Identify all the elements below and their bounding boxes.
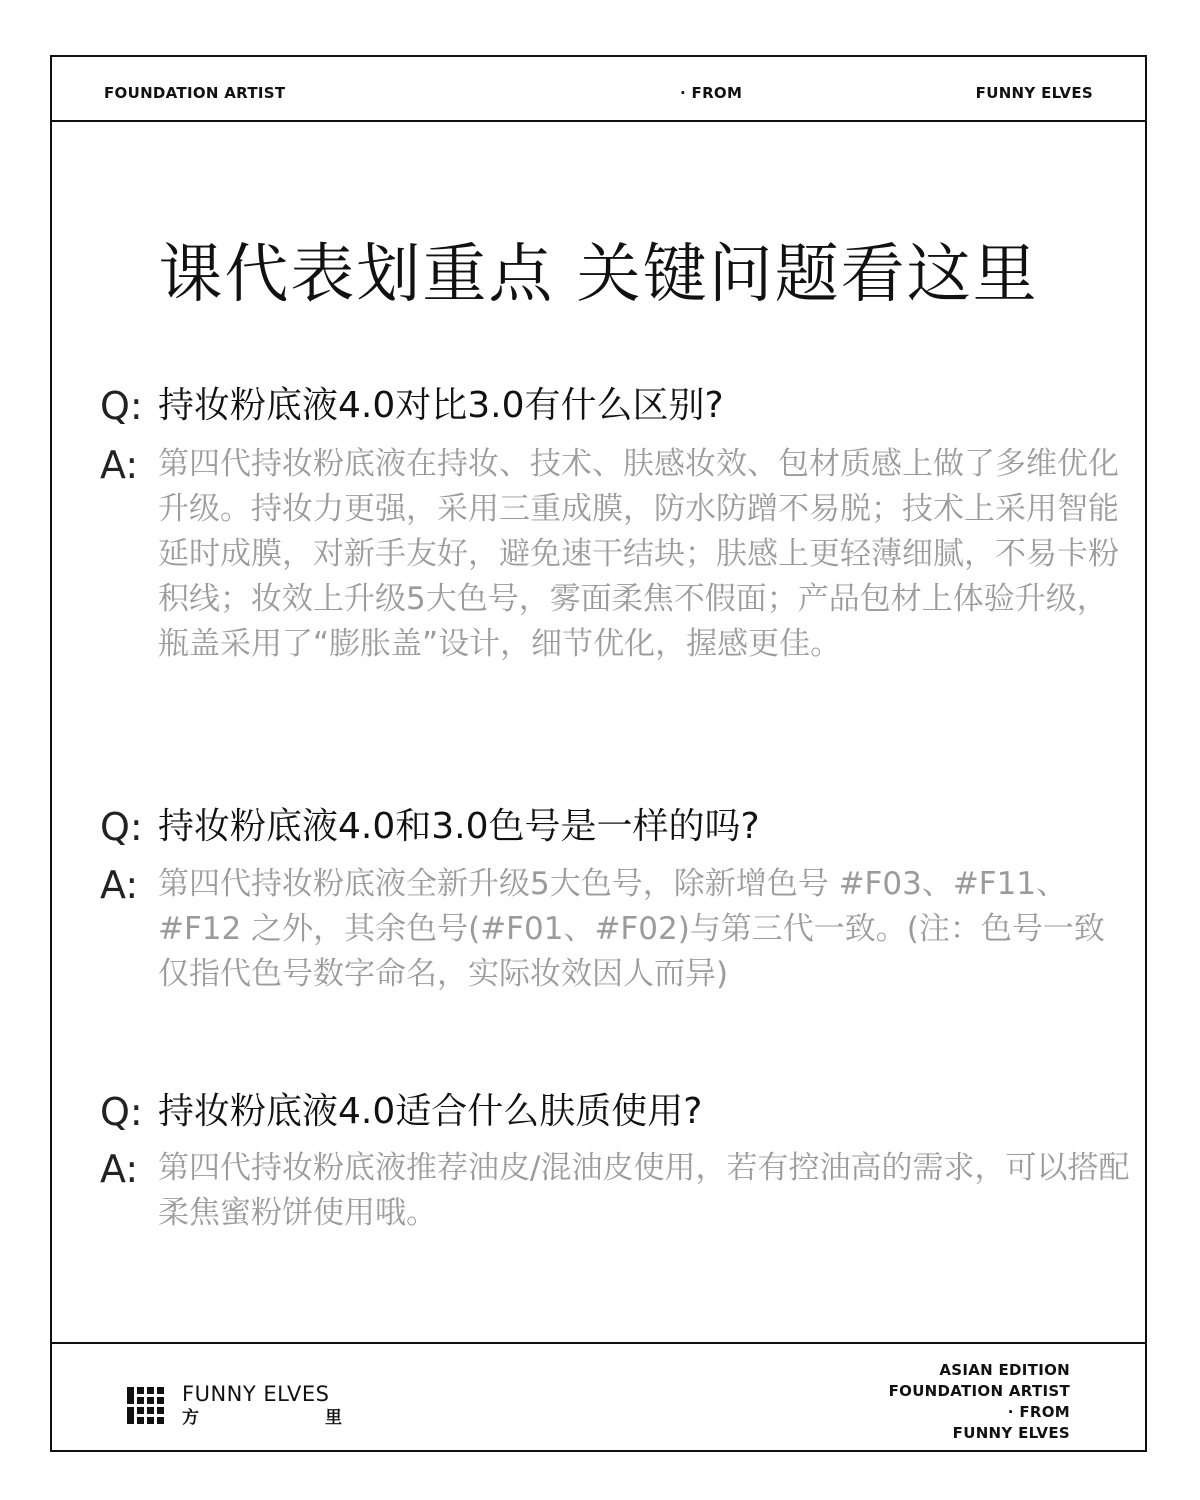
question-row	[100, 1089, 1130, 1135]
footer-right-text	[889, 1360, 1070, 1444]
page-title: 课代表划重点 关键问题看这里	[158, 238, 1039, 312]
qa-item-3	[100, 1089, 1130, 1236]
brand-name-en: FUNNY ELVES	[182, 1382, 330, 1406]
footer-line: · FROM	[1007, 1403, 1070, 1421]
brand-logo-icon	[127, 1387, 164, 1424]
question-mark: Q:	[100, 1090, 143, 1134]
answer-mark: A:	[100, 443, 139, 487]
brand-zh-char-1: 方	[182, 1408, 199, 1428]
answer-row	[100, 862, 1130, 997]
qa-item-2	[100, 804, 1130, 997]
question-mark: Q:	[100, 805, 143, 849]
answer-mark: A:	[100, 863, 139, 907]
brand-zh-char-2: 里	[325, 1408, 342, 1428]
question-text: 持妆粉底液4.0和3.0色号是一样的吗?	[158, 806, 760, 847]
question-mark: Q:	[100, 384, 143, 428]
question-text: 持妆粉底液4.0对比3.0有什么区别?	[158, 385, 724, 426]
answer-row	[100, 442, 1130, 667]
header-divider	[52, 120, 1145, 122]
brand-name-zh	[182, 1407, 342, 1429]
header-left-label: FOUNDATION ARTIST	[104, 84, 286, 102]
brand-block	[127, 1382, 342, 1429]
question-row	[100, 804, 1130, 850]
header-right-label: FUNNY ELVES	[975, 84, 1093, 102]
answer-text: 第四代持妆粉底液全新升级5大色号，除新增色号 #F03、#F11、#F12 之外，其余色号(#F01、#F02)与第三代一致。(注：色号一致仅指代色号数字命名，实际妆效因人而异)	[158, 866, 1105, 992]
page-frame	[50, 55, 1147, 1452]
answer-mark: A:	[100, 1147, 139, 1191]
footer-divider	[52, 1342, 1145, 1344]
footer-line: FUNNY ELVES	[952, 1424, 1070, 1442]
footer-line: FOUNDATION ARTIST	[888, 1382, 1070, 1400]
answer-text: 第四代持妆粉底液推荐油皮/混油皮使用，若有控油高的需求，可以搭配柔焦蜜粉饼使用哦。	[158, 1150, 1130, 1231]
answer-row	[100, 1146, 1130, 1236]
question-row	[100, 383, 1130, 429]
qa-item-1	[100, 383, 1130, 667]
header-middle-label: · FROM	[680, 84, 743, 102]
answer-text: 第四代持妆粉底液在持妆、技术、肤感妆效、包材质感上做了多维优化升级。持妆力更强，采用三重成膜，防水防蹭不易脱；技术上采用智能延时成膜，对新手友好，避免速干结块；肤感上更轻薄细腻，不易卡粉积线；妆效上升级5大色号，雾面柔焦不假面；产品包材上体验升级，瓶盖采用了“膨胀盖”设计，细节优化，握感更佳。	[158, 446, 1119, 662]
footer-line: ASIAN EDITION	[939, 1361, 1070, 1379]
question-text: 持妆粉底液4.0适合什么肤质使用?	[158, 1091, 703, 1132]
